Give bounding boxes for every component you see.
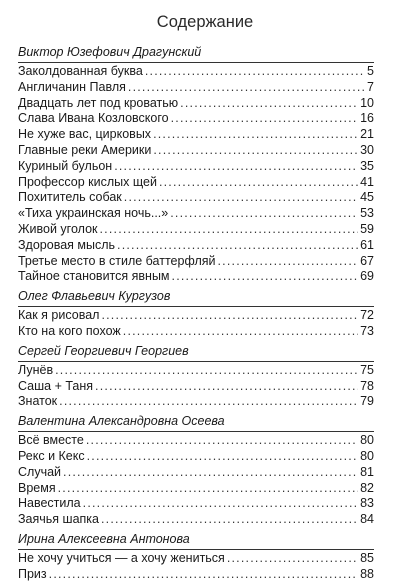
- dot-leader: [124, 190, 358, 206]
- entry-title: Слава Ивана Козловского: [18, 111, 169, 126]
- toc-entry: [18, 512, 374, 528]
- toc-entry: [18, 449, 374, 465]
- dot-leader: [172, 269, 359, 285]
- page-number: 30: [360, 142, 374, 157]
- entry-title: Рекс и Кекс: [18, 448, 85, 463]
- page-number: 41: [360, 174, 374, 189]
- page-number: 16: [360, 111, 374, 126]
- entry-title: Заячья шапка: [18, 512, 99, 527]
- dot-leader: [171, 111, 359, 127]
- toc-entry: [18, 324, 374, 340]
- dot-leader: [153, 127, 358, 143]
- entry-title: Навестила: [18, 496, 81, 511]
- dot-leader: [218, 254, 359, 270]
- page-number: 73: [360, 323, 374, 338]
- table-of-contents: [18, 45, 374, 587]
- entry-title: «Тиха украинская ночь...»: [18, 206, 169, 221]
- toc-entry: [18, 567, 374, 583]
- dot-leader: [58, 481, 358, 497]
- entry-title: Случай: [18, 464, 62, 479]
- toc-entry: [18, 308, 374, 324]
- dot-leader: [170, 206, 358, 222]
- page-number: 53: [360, 206, 374, 221]
- page-number: 88: [360, 566, 374, 581]
- entry-title: Не хуже вас, цирковых: [18, 127, 152, 142]
- toc-entry: [18, 363, 374, 379]
- author-section: [18, 414, 374, 528]
- toc-entry: [18, 127, 374, 143]
- toc-entry: [18, 394, 374, 410]
- dot-leader: [153, 143, 358, 159]
- dot-leader: [145, 64, 365, 80]
- dot-leader: [101, 308, 358, 324]
- author-section: [18, 344, 374, 410]
- page-number: 35: [360, 158, 374, 173]
- dot-leader: [55, 363, 358, 379]
- entry-title: Как я рисовал: [18, 308, 100, 323]
- page-number: 75: [360, 362, 374, 377]
- entry-title: Главные реки Америки: [18, 142, 152, 157]
- entry-title: Тайное становится явным: [18, 269, 170, 284]
- page-number: 82: [360, 480, 374, 495]
- entry-title: Живой уголок: [18, 221, 98, 236]
- page-number: 7: [367, 79, 374, 94]
- dot-leader: [63, 465, 358, 481]
- entry-title: Знаток: [18, 394, 58, 409]
- toc-entry: [18, 111, 374, 127]
- page-number: 84: [360, 512, 374, 527]
- entry-title: Третье место в стиле баттерфляй: [18, 253, 216, 268]
- toc-entry: [18, 379, 374, 395]
- entry-title: Двадцать лет под кроватью: [18, 95, 179, 110]
- entry-title: Лунёв: [18, 362, 54, 377]
- toc-entry: [18, 481, 374, 497]
- toc-entry: [18, 238, 374, 254]
- entry-title: Похититель собак: [18, 190, 122, 205]
- dot-leader: [49, 567, 358, 583]
- page-number: 80: [360, 448, 374, 463]
- page-number: 69: [360, 269, 374, 284]
- author-heading: Ирина Алексеевна Антонова: [18, 532, 374, 550]
- page-number: 85: [360, 550, 374, 565]
- page-number: 59: [360, 221, 374, 236]
- entry-title: Англичанин Павля: [18, 79, 126, 94]
- dot-leader: [87, 449, 358, 465]
- page-number: 78: [360, 378, 374, 393]
- dot-leader: [86, 433, 358, 449]
- toc-entry: [18, 433, 374, 449]
- page-number: 5: [367, 64, 374, 78]
- author-heading: Сергей Георгиевич Георгиев: [18, 344, 374, 362]
- author-heading: Олег Флавьевич Кургузов: [18, 289, 374, 307]
- entry-title: Время: [18, 480, 56, 495]
- page-number: 21: [360, 127, 374, 142]
- entry-title: Всё вместе: [18, 433, 84, 448]
- entry-title: Не хочу учиться — а хочу жениться: [18, 550, 225, 565]
- toc-entry: [18, 190, 374, 206]
- author-heading: Виктор Юзефович Драгунский: [18, 45, 374, 63]
- entry-title: Приз: [18, 566, 47, 581]
- entry-title: Саша + Таня: [18, 378, 94, 393]
- dot-leader: [227, 551, 358, 567]
- toc-entry: [18, 143, 374, 159]
- toc-entry: [18, 465, 374, 481]
- toc-entry: [18, 551, 374, 567]
- page-number: 61: [360, 237, 374, 252]
- dot-leader: [100, 222, 359, 238]
- page-number: 10: [360, 95, 374, 110]
- dot-leader: [114, 159, 358, 175]
- toc-entry: [18, 269, 374, 285]
- page-number: 83: [360, 496, 374, 511]
- entry-title: Кто на кого похож: [18, 323, 121, 338]
- page-number: 81: [360, 464, 374, 479]
- page-number: 45: [360, 190, 374, 205]
- dot-leader: [95, 379, 358, 395]
- toc-entry: [18, 222, 374, 238]
- dot-leader: [83, 496, 358, 512]
- dot-leader: [59, 394, 358, 410]
- entry-title: Заколдованная буква: [18, 64, 143, 78]
- toc-entry: [18, 96, 374, 112]
- dot-leader: [159, 175, 358, 191]
- entry-title: Здоровая мысль: [18, 237, 116, 252]
- toc-entry: [18, 206, 374, 222]
- toc-entry: [18, 80, 374, 96]
- dot-leader: [117, 238, 358, 254]
- author-section: [18, 532, 374, 583]
- dot-leader: [123, 324, 358, 340]
- page-number: 79: [360, 394, 374, 409]
- page-title: Содержание: [156, 13, 254, 31]
- toc-entry: [18, 254, 374, 270]
- author-section: [18, 289, 374, 340]
- entry-title: Куриный бульон: [18, 158, 113, 173]
- toc-entry: [18, 159, 374, 175]
- page-number: 72: [360, 308, 374, 323]
- page-number: 67: [360, 253, 374, 268]
- dot-leader: [180, 96, 358, 112]
- toc-entry: [18, 175, 374, 191]
- dot-leader: [101, 512, 358, 528]
- toc-entry: [18, 496, 374, 512]
- toc-entry: [18, 64, 374, 80]
- dot-leader: [128, 80, 365, 96]
- page-number: 80: [360, 433, 374, 448]
- entry-title: Профессор кислых щей: [18, 174, 157, 189]
- author-heading: Валентина Александровна Осеева: [18, 414, 374, 432]
- author-section: [18, 45, 374, 285]
